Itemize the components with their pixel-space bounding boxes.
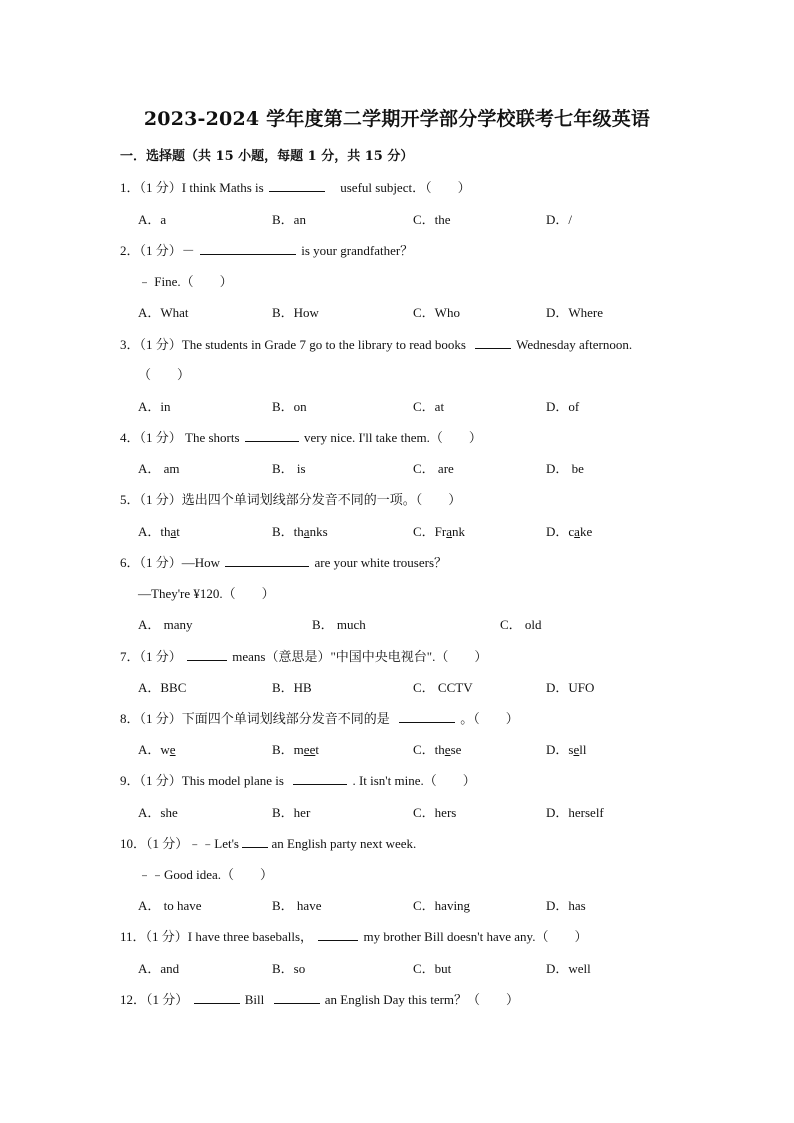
q9-option-a[interactable]: A．she [138,805,178,820]
q2-option-a[interactable]: A．What [138,305,189,320]
question-10 [120,833,416,852]
q8-d-part1: D．s [546,742,574,757]
q8-blank [399,710,455,723]
q3-option-d[interactable]: D．of [546,399,580,414]
q1-stem: 1．（1 分）I think Maths is [120,180,264,195]
q11-option-b[interactable]: B．so [272,961,306,976]
q2-option-c[interactable]: C．Who [413,305,460,320]
q11-blank [318,928,358,941]
q4-option-c[interactable]: C． are [413,461,454,476]
q5-option-b[interactable] [272,521,328,540]
question-7 [120,646,487,665]
page-title: 2023-2024 学年度第二学期开学部分学校联考七年级英语 [143,108,651,130]
q1-option-c[interactable]: C．the [413,212,451,227]
question-1 [120,177,471,196]
q12-blank-2 [274,991,320,1004]
q2-option-d[interactable]: D．Where [546,305,604,320]
q8-b-underlined: ee [303,742,316,757]
q10-option-b[interactable]: B． have [272,898,322,913]
section-heading: 一．选择题（共 15 小题，每题 1 分，共 15 分） [120,149,414,164]
q4-option-a[interactable]: A． am [138,461,180,476]
q8-option-d[interactable] [546,739,586,758]
q8-stem: 8．（1 分）下面四个单词划线部分发音不同的是 [120,711,390,726]
q1-option-b[interactable]: B．an [272,212,306,227]
q11-stem-end: my brother Bill doesn't have any.（ ） [363,929,588,944]
q12-stem-mid: Bill [244,992,265,1007]
q5-c-part1: C．Fr [413,524,447,539]
q5-b-underlined: a [303,524,310,539]
q7-stem: 7．（1 分） [120,649,182,664]
q5-c-part3: nk [452,524,466,539]
q8-option-c[interactable] [413,739,461,758]
q8-a-part1: A．w [138,742,170,757]
q2-stem: 2．（1 分）－ [120,243,195,258]
q10-option-c[interactable]: C．having [413,898,471,913]
q8-option-a[interactable] [138,739,176,758]
q11-option-d[interactable]: D．well [546,961,591,976]
q12-stem-end: an English Day this term？（ ） [324,992,520,1007]
q3-answer-paren: （ ） [138,367,191,382]
q5-b-part1: B．th [272,524,304,539]
q5-option-d[interactable] [546,521,592,540]
q7-option-d[interactable]: D．UFO [546,680,595,695]
q5-b-part3: nks [309,524,328,539]
q1-stem-end: useful subject．（ ） [340,180,471,195]
q3-blank [475,336,511,349]
q6-option-b[interactable]: B． much [312,617,366,632]
q4-stem-end: very nice. I'll take them.（ ） [304,430,482,445]
q9-stem-end: . It isn't mine.（ ） [352,773,476,788]
q10-option-a[interactable]: A． to have [138,898,202,913]
q2-blank [200,242,296,255]
question-12 [120,989,519,1008]
q10-blank [242,835,268,848]
q6-reply: —They're ¥120.（ ） [138,586,275,601]
q1-option-d[interactable]: D．/ [546,212,573,227]
q6-option-a[interactable]: A． many [138,617,193,632]
q8-c-part3: se [450,742,462,757]
q1-blank [269,179,325,192]
q12-stem: 12．（1 分） [120,992,189,1007]
q4-option-d[interactable]: D． be [546,461,584,476]
question-9 [120,770,476,789]
q6-stem-end: are your white trousers？ [314,555,448,570]
q3-stem-end: Wednesday afternoon. [516,337,633,352]
q7-option-a[interactable]: A．BBC [138,680,187,695]
q9-option-b[interactable]: B．her [272,805,311,820]
q6-blank [225,554,309,567]
q2-reply: ﹣ Fine.（ ） [138,274,233,289]
q8-a-underlined: e [169,742,176,757]
question-4 [120,427,482,446]
q8-stem-end: 。（ ） [460,711,519,726]
q4-blank [245,429,299,442]
q8-b-part1: B．m [272,742,304,757]
q6-option-c[interactable]: C． old [500,617,542,632]
q9-option-d[interactable]: D．herself [546,805,604,820]
q12-blank-1 [194,991,240,1004]
q5-a-part1: A．th [138,524,171,539]
q5-a-part3: t [176,524,180,539]
q7-option-c[interactable]: C． CCTV [413,680,473,695]
question-2 [120,240,413,259]
q4-stem: 4．（1 分） The shorts [120,430,240,445]
q7-blank [187,648,227,661]
question-11 [120,926,587,945]
q9-option-c[interactable]: C．hers [413,805,457,820]
q3-stem: 3．（1 分）The students in Grade 7 go to the library to read books [120,337,466,352]
question-3 [120,334,632,353]
q2-stem-end: is your grandfather？ [301,243,414,258]
q5-a-underlined: a [170,524,177,539]
q5-option-a[interactable] [138,521,180,540]
q8-option-b[interactable] [272,739,319,758]
q7-stem-end: means（意思是）"中国中央电视台".（ ） [232,649,488,664]
q5-option-c[interactable] [413,521,465,540]
q9-stem: 9．（1 分）This model plane is [120,773,284,788]
q10-stem: 10．（1 分）﹣﹣Let's [120,836,239,851]
q2-option-b[interactable]: B．How [272,305,319,320]
q7-option-b[interactable]: B．HB [272,680,312,695]
q8-c-part1: C．th [413,742,445,757]
q8-d-underlined: e [573,742,580,757]
question-8 [120,708,519,727]
q10-stem-end: an English party next week. [271,836,417,851]
q11-stem: 11．（1 分）I have three baseballs， [120,929,314,944]
q5-d-part1: D．c [546,524,575,539]
q8-d-part3: ll [579,742,587,757]
q5-c-underlined: a [446,524,453,539]
q10-reply: ﹣﹣Good idea.（ ） [138,867,274,882]
q8-c-underlined: e [444,742,451,757]
q3-option-b[interactable]: B．on [272,399,307,414]
q3-option-c[interactable]: C．at [413,399,445,414]
q5-d-underlined: a [574,524,580,539]
q11-option-c[interactable]: C．but [413,961,452,976]
q4-option-b[interactable]: B． is [272,461,306,476]
q9-blank [293,772,347,785]
q6-stem: 6．（1 分）—How [120,555,221,570]
q1-option-a[interactable]: A．a [138,212,167,227]
q8-b-part3: t [315,742,319,757]
question-6 [120,552,447,571]
q10-option-d[interactable]: D．has [546,898,586,913]
question-5: 5．（1 分）选出四个单词划线部分发音不同的一项。（ ） [120,492,462,507]
q5-d-part3: ke [579,524,593,539]
q11-option-a[interactable]: A．and [138,961,180,976]
q3-option-a[interactable]: A．in [138,399,171,414]
